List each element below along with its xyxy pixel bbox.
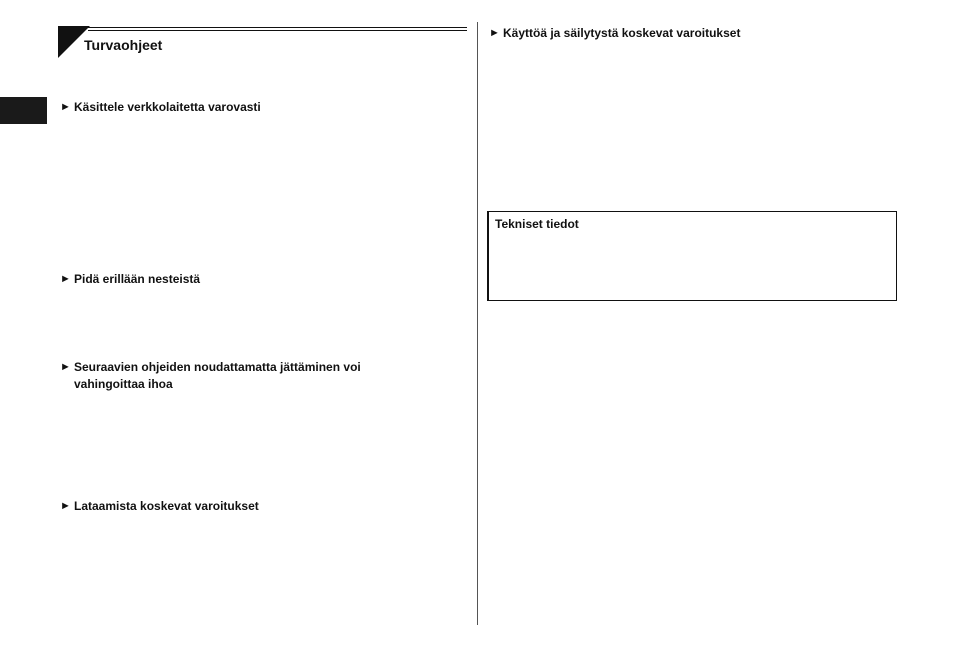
heading-text: Käyttöä ja säilytystä koskevat varoitukset <box>503 26 741 40</box>
header-rule-top <box>88 27 467 28</box>
column-divider <box>477 22 478 625</box>
section-title: Turvaohjeet <box>84 37 163 53</box>
heading-text: Seuraavien ohjeiden noudattamatta jättäminen voi vahingoittaa ihoa <box>74 360 361 391</box>
triangle-bullet-icon: ► <box>489 27 500 39</box>
heading-power-adapter <box>60 99 460 116</box>
triangle-bullet-icon: ► <box>60 273 71 285</box>
heading-keep-away-liquids <box>60 271 460 288</box>
page-side-tab <box>0 97 47 124</box>
heading-text: Lataamista koskevat varoitukset <box>74 499 259 513</box>
heading-text: Pidä erillään nesteistä <box>74 272 201 286</box>
specs-title: Tekniset tiedot <box>495 217 579 231</box>
heading-skin-damage <box>60 359 405 393</box>
header-rule-bottom <box>88 30 467 31</box>
heading-text: Käsittele verkkolaitetta varovasti <box>74 100 261 114</box>
triangle-bullet-icon: ► <box>60 101 71 113</box>
heading-charging-warnings <box>60 498 460 515</box>
triangle-bullet-icon: ► <box>60 500 71 512</box>
heading-use-storage-warnings <box>489 25 909 42</box>
triangle-bullet-icon: ► <box>60 361 71 373</box>
section-header <box>58 26 467 58</box>
specs-box <box>487 211 897 301</box>
